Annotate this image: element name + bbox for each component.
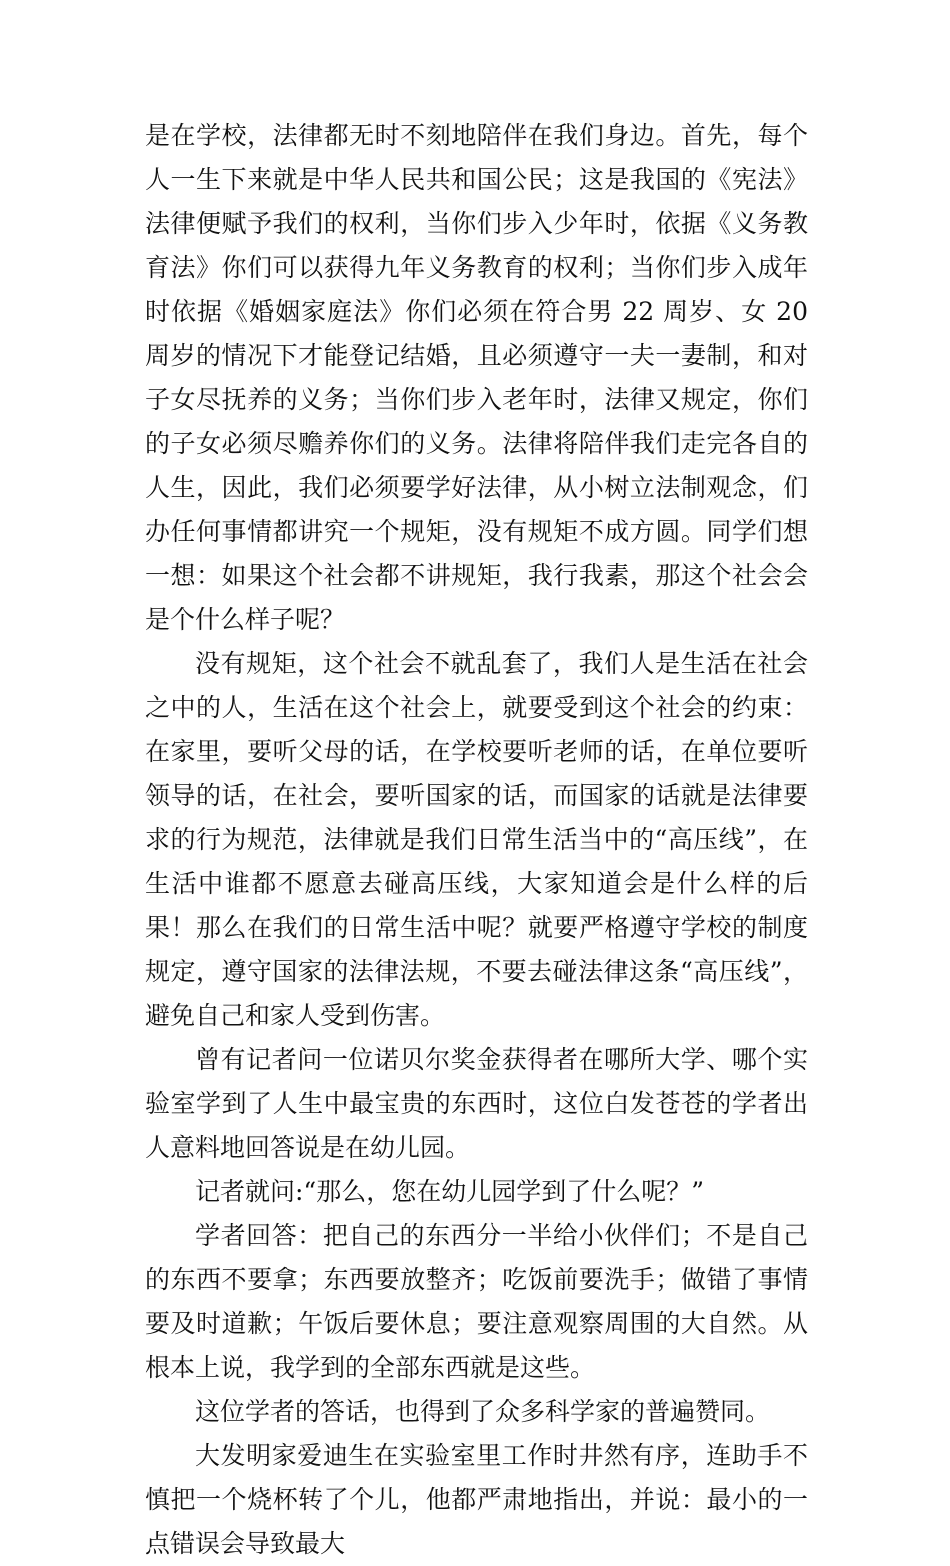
paragraph-1: 是在学校，法律都无时不刻地陪伴在我们身边。首先，每个人一生下来就是中华人民共和国公民；这是我国的《宪法》法律便赋予我们的权利，当你们步入少年时，依据《义务教育法》你们可以获得九年义务教育的权利；当你们步入成年时依据《婚姻家庭法》你们必须在符合男 22 周岁、女 20 周岁的情况下才能登记结婚，且必须遵守一夫一妻制，和对子女尽抚养的义务；当你们步入老年时，法律又规定，你们的子女必须尽赡养你们的义务。法律将陪伴我们走完各自的人生，因此，我们必须要学好法律，从小树立法制观念，们办任何事情都讲究一个规矩，没有规矩不成方圆。同学们想一想：如果这个社会都不讲规矩，我行我素，那这个社会会是个什么样子呢？ (145, 121, 808, 634)
paragraph-6: 这位学者的答话，也得到了众多科学家的普遍赞同。 (195, 1397, 771, 1426)
paragraph-7: 大发明家爱迪生在实验室里工作时井然有序，连助手不慎把一个烧杯转了个儿，他都严肃地指出，并说：最小的一点错误会导致最大 (145, 1441, 808, 1558)
paragraph-4: 记者就问:“那么，您在幼儿园学到了什么呢？” (195, 1177, 704, 1206)
document-body (145, 114, 808, 1566)
paragraph-5: 学者回答：把自己的东西分一半给小伙伴们；不是自己的东西不要拿；东西要放整齐；吃饭前要洗手；做错了事情要及时道歉；午饭后要休息；要注意观察周围的大自然。从根本上说，我学到的全部东西就是这些。 (145, 1221, 808, 1382)
paragraph-2: 没有规矩，这个社会不就乱套了，我们人是生活在社会之中的人，生活在这个社会上，就要受到这个社会的约束：在家里，要听父母的话，在学校要听老师的话，在单位要听领导的话，在社会，要听国家的话，而国家的话就是法律要求的行为规范，法律就是我们日常生活当中的“高压线”，在生活中谁都不愿意去碰高压线，大家知道会是什么样的后果！那么在我们的日常生活中呢？就要严格遵守学校的制度规定，遵守国家的法律法规，不要去碰法律这条“高压线”，避免自己和家人受到伤害。 (145, 649, 808, 1030)
paragraph-3: 曾有记者问一位诺贝尔奖金获得者在哪所大学、哪个实验室学到了人生中最宝贵的东西时，这位白发苍苍的学者出人意料地回答说是在幼儿园。 (145, 1045, 808, 1162)
